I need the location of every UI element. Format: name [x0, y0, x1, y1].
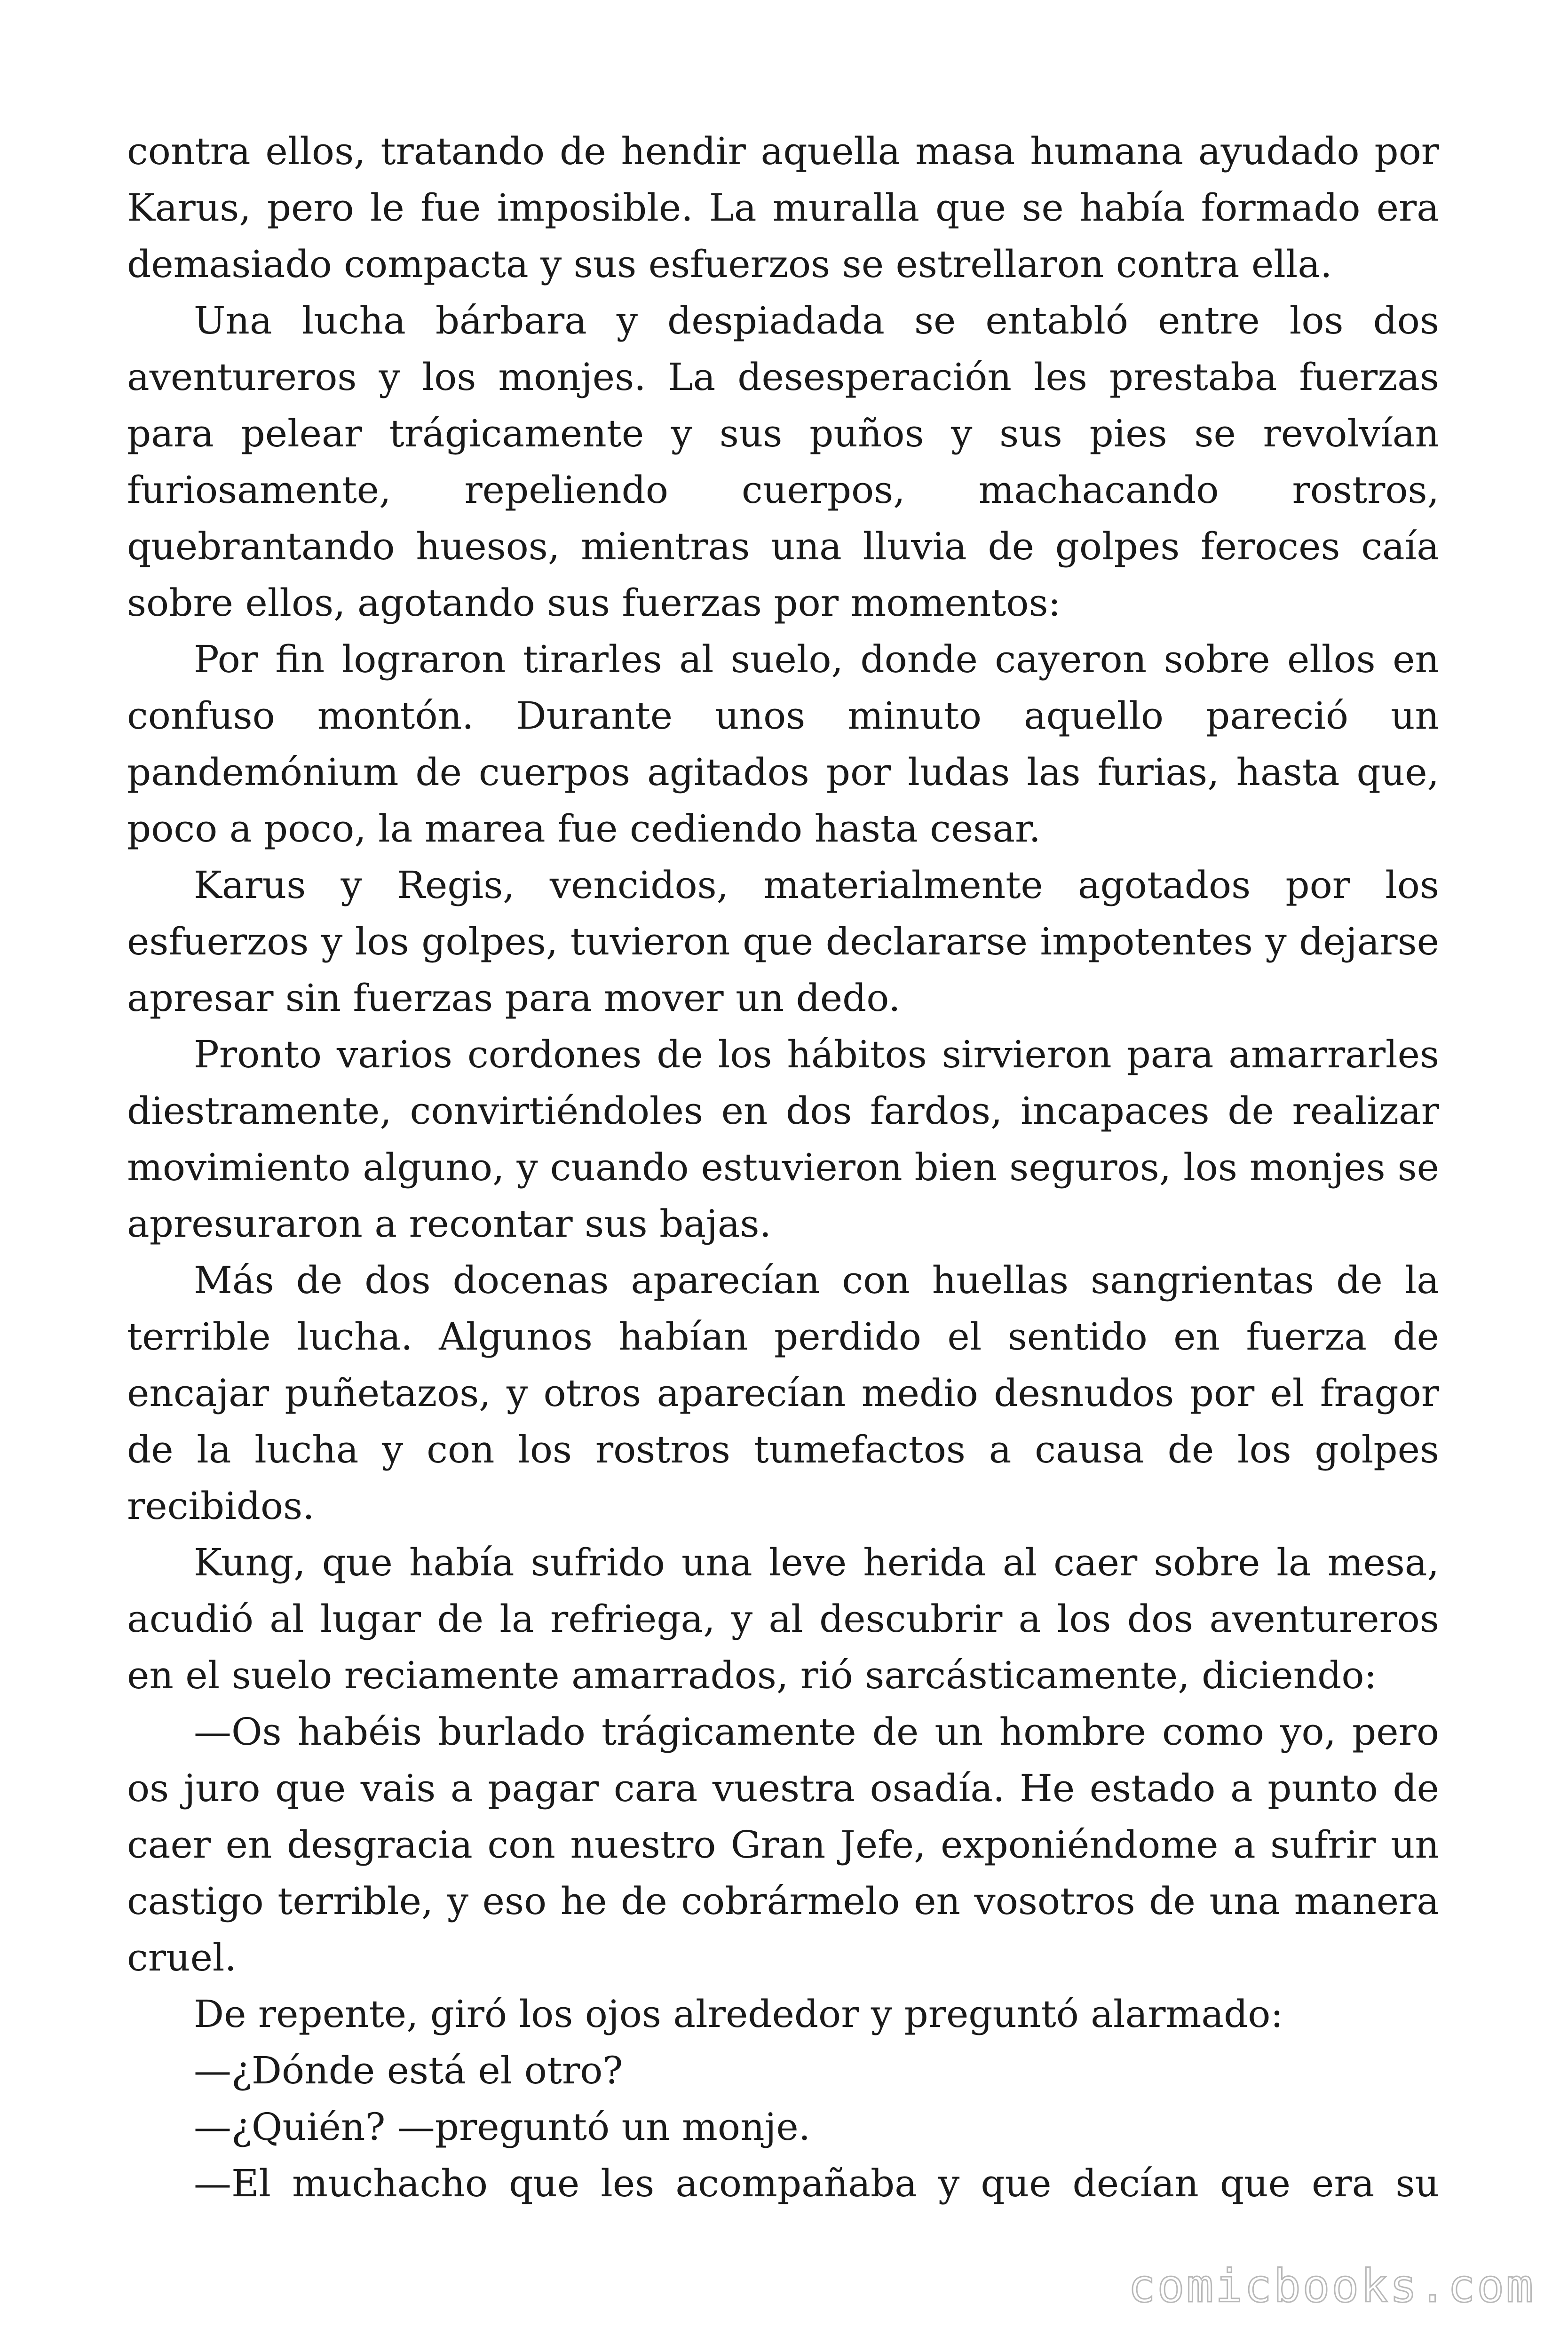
paragraph-2: Una lucha bárbara y despiadada se entabló entre los dos aventureros y los monjes. La desesperación les prestaba fuerzas para pelear trágicamente y sus puños y sus pies se revolvían furiosamente, repeliendo cuerpos, machacando rostros, quebrantando huesos, mientras una lluvia de golpes feroces caía sobre ellos, agotando sus fuerzas por momentos: [127, 299, 1439, 625]
paragraph-6: Más de dos docenas aparecían con huellas sangrientas de la terrible lucha. Algunos habían perdido el sentido en fuerza de encajar puñetazos, y otros aparecían medio desnudos por el fragor de la lucha y con los rostros tumefactos a causa de los golpes recibidos. [127, 1258, 1439, 1528]
watermark: comicbooks.com [1128, 2260, 1535, 2312]
paragraph-1: contra ellos, tratando de hendir aquella masa humana ayudado por Karus, pero le fue imposible. La muralla que se había formado era demasiado compacta y sus esfuerzos se estrellaron contra ella. [127, 129, 1439, 286]
paragraph-8: —Os habéis burlado trágicamente de un hombre como yo, pero os juro que vais a pagar cara vuestra osadía. He estado a punto de caer en desgracia con nuestro Gran Jefe, exponiéndome a sufrir un castigo terrible, y eso he de cobrármelo en vosotros de una manera cruel. [127, 1710, 1439, 1979]
paragraph-7: Kung, que había sufrido una leve herida al caer sobre la mesa, acudió al lugar de la refriega, y al descubrir a los dos aventureros en el suelo reciamente amarrados, rió sarcásticamente, diciendo: [127, 1541, 1439, 1697]
paragraph-3: Por fin lograron tirarles al suelo, donde cayeron sobre ellos en confuso montón. Durante unos minuto aquello pareció un pandemónium de cuerpos agitados por ludas las furias, hasta que, poco a poco, la marea fue cediendo hasta cesar. [127, 637, 1439, 850]
paragraph-5: Pronto varios cordones de los hábitos sirvieron para amarrarles diestramente, convirtiéndoles en dos fardos, incapaces de realizar movimiento alguno, y cuando estuvieron bien seguros, los monjes se apresuraron a recontar sus bajas. [127, 1033, 1439, 1246]
paragraph-11: —¿Quién? —preguntó un monje. [194, 2105, 811, 2149]
page-body-text [127, 123, 1439, 2212]
paragraph-4: Karus y Regis, vencidos, materialmente agotados por los esfuerzos y los golpes, tuvieron que declararse impotentes y dejarse apresar sin fuerzas para mover un dedo. [127, 863, 1439, 1020]
paragraph-9: De repente, giró los ojos alrededor y preguntó alarmado: [194, 1992, 1283, 2036]
paragraph-12: —El muchacho que les acompañaba y que decían que era su [194, 2161, 1439, 2205]
paragraph-10: —¿Dónde está el otro? [194, 2049, 623, 2092]
